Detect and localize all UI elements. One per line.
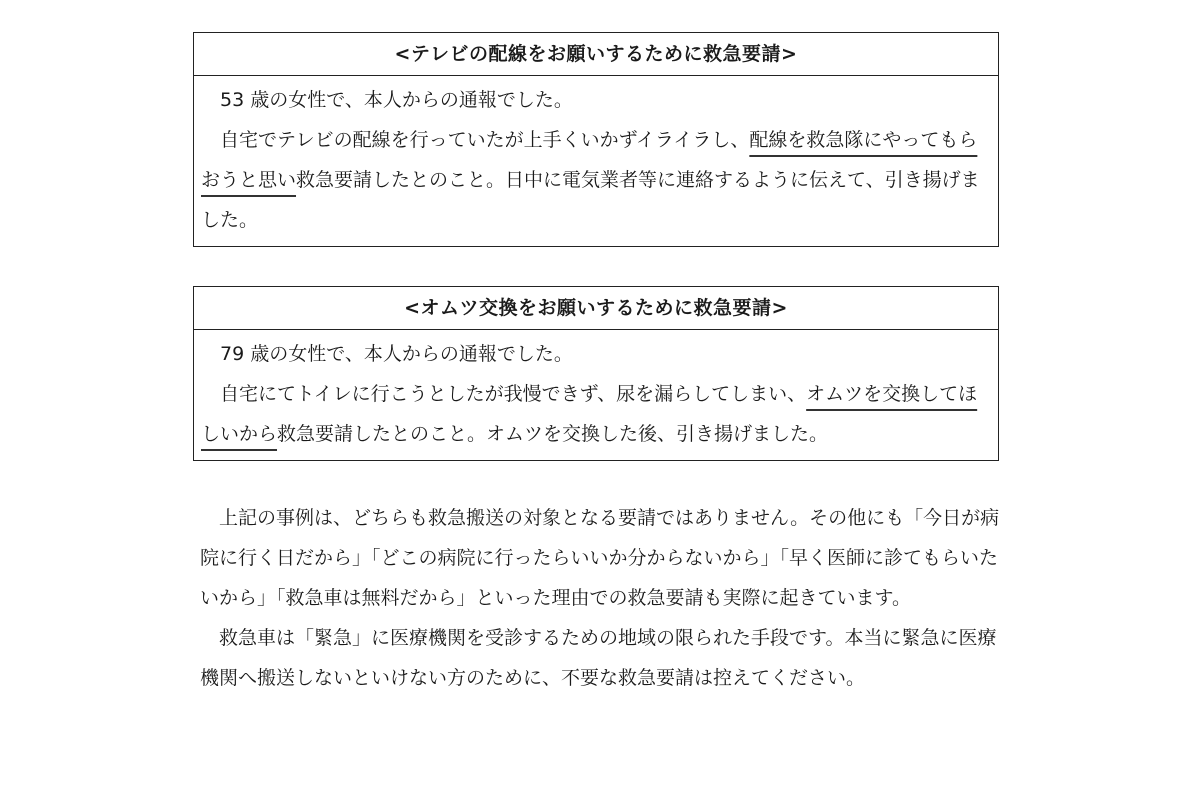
case-title: <テレビの配線をお願いするために救急要請> <box>194 33 998 76</box>
summary-paragraph: 救急車は「緊急」に医療機関を受診するための地域の限られた手段です。本当に緊急に医療機関へ搬送しないといけない方のために、不要な救急要請は控えてください。 <box>200 627 997 689</box>
case-box-diaper-change <box>193 286 999 461</box>
case-text: 自宅にてトイレに行こうとしたが我慢できず、尿を漏らしてしまい、 <box>220 383 807 405</box>
case-line: 53 歳の女性で、本人からの通報でした。 <box>220 89 573 111</box>
summary-text <box>200 498 1000 698</box>
case-line <box>201 374 990 454</box>
case-text: 自宅でテレビの配線を行っていたが上手くいかずイライラし、 <box>220 129 750 151</box>
case-title: <オムツ交換をお願いするために救急要請> <box>194 287 998 330</box>
case-box-tv-wiring <box>193 32 999 247</box>
case-text: 救急要請したとのこと。オムツを交換した後、引き揚げました。 <box>277 423 829 445</box>
case-line <box>201 120 990 240</box>
case-text: 救急要請したとのこと。日中に電気業者等に連絡するように伝えて、引き揚げました。 <box>201 169 980 231</box>
case-body <box>194 330 998 454</box>
case-body <box>194 76 998 240</box>
case-line: 79 歳の女性で、本人からの通報でした。 <box>220 343 573 365</box>
underlined-text: 配線を救急隊にやってもらおうと思い <box>201 129 978 191</box>
underlined-text: オムツを交換してほしいから <box>201 383 978 445</box>
summary-paragraph: 上記の事例は、どちらも救急搬送の対象となる要請ではありません。その他にも「今日が病院に行く日だから」「どこの病院に行ったらいいか分からないから」「早く医師に診てもらいたいから」「救急車は無料だから」といった理由での救急要請も実際に起きています。 <box>200 507 1000 609</box>
